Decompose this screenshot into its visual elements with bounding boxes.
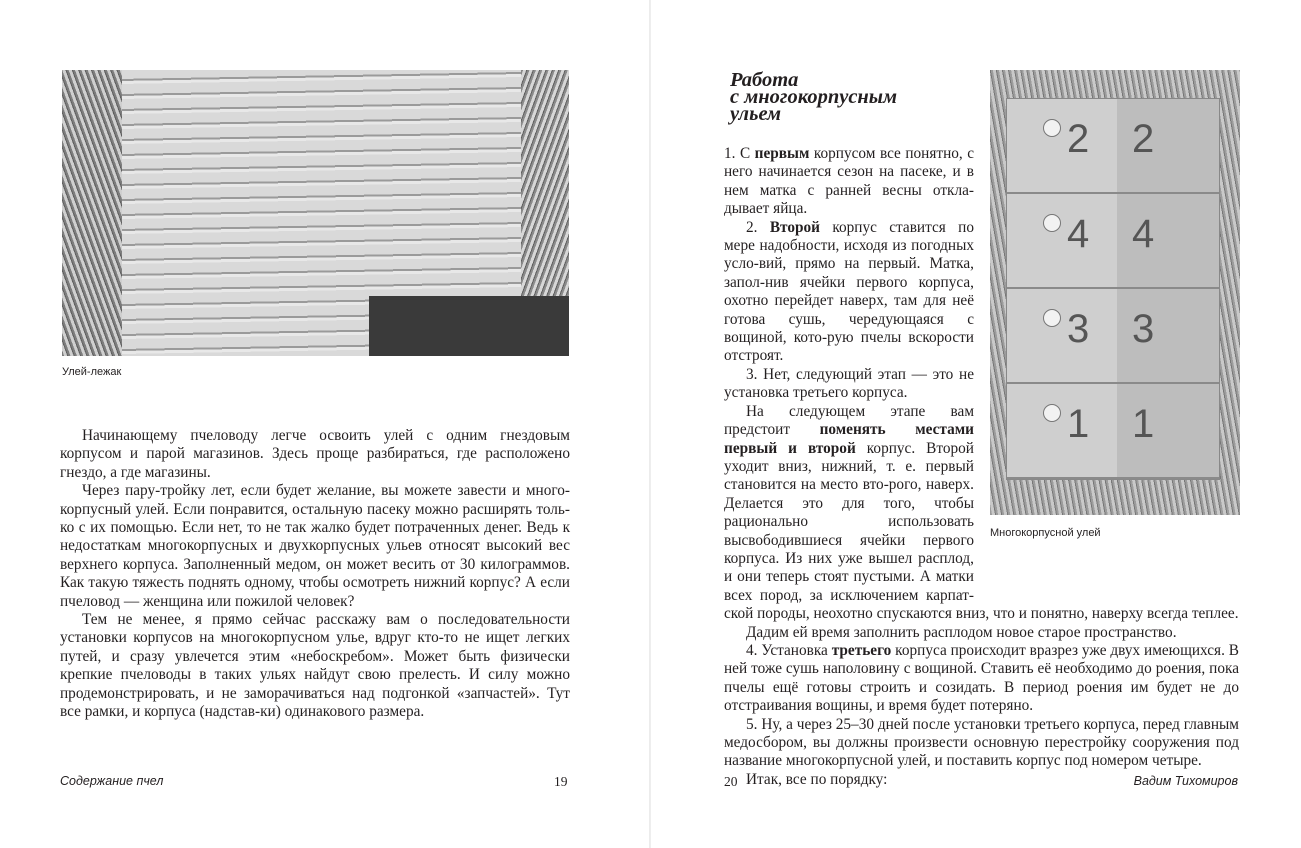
- hive-number: 1: [1067, 402, 1090, 446]
- paragraph: На следующем этапе вам предстоит поменять местами первый и второй корпус. Второй уходит вниз, нижний, т. е. первый становится на место вто-рого, наверх. Делается это для того, чтобы рационально использовать высвободившиеся ячейки первого корпуса. Из них уже вышел расплод, и они теперь стоят пустыми. А матки всех пород, за исключением карпат-ской породы, неохотно спускаются вниз, что и понятно, наверху всегда теплее.: [724, 402, 1239, 623]
- photo-caption-left: Улей-лежак: [62, 366, 122, 378]
- heading-line: Работа: [730, 69, 799, 91]
- paragraph: 1. С первым корпусом все понятно, с него начинается сезон на пасеке, и в нем матка с ранней весны откла-дывает яйца.: [724, 145, 974, 218]
- paragraph: Через пару-тройку лет, если будет желание, вы можете завести и много-корпусный улей. Если понравится, остальную пасеку можно расширять толь-ко с их помощью. Если нет, то не так жалко будет потраченных денег. Ведь к недостаткам многокорпусных и двухкорпусных ульев относят высокий вес верхнего корпуса. Заполненный медом, он может весить от 30 килограммов. Как такую тяжесть поднять одному, чтобы осмотреть нижний корпус? А если пчеловод — женщина или пожилой человек?: [60, 482, 570, 610]
- running-footer-title: Содержание пчел: [60, 774, 164, 788]
- paragraph: Начинающему пчеловоду легче освоить улей с одним гнездовым корпусом и парой магазинов. Здесь проще разбираться, где расположено гнездо, а где магазины.: [60, 427, 570, 481]
- horizontal-hive-photo: [62, 70, 569, 356]
- left-body-text: [60, 427, 570, 722]
- hive-number: 2: [1067, 117, 1090, 161]
- hive-number: 4: [1132, 212, 1155, 256]
- paragraph: Итак, все по порядку:: [746, 770, 888, 788]
- hive-number: 3: [1067, 307, 1090, 351]
- heading-line: с многокорпусным: [730, 86, 898, 108]
- page-number-left: 19: [554, 774, 568, 789]
- running-footer-author: Вадим Тихомиров: [1133, 774, 1238, 788]
- heading-line: ульем: [730, 103, 782, 125]
- hive-number: 2: [1132, 117, 1155, 161]
- paragraph: Тем не менее, я прямо сейчас расскажу вам о последовательности установки корпусов на многокорпусном улье, вдруг кто-то не ищет легких путей, и сразу увлечется этим «небоскребом». Может быть физически крепкие пчеловоды в таких ульях найдут свою прелесть. И силу можно продемонстрировать, и не заморачиваться над подгонкой «запчастей». Тут все рамки, и корпуса (надстав-ки) одинакового размера.: [60, 611, 570, 721]
- paragraph: Дадим ей время заполнить расплодом новое старое пространство.: [746, 623, 1177, 641]
- paragraph: 3. Нет, следующий этап — это не установка третьего корпуса.: [724, 365, 974, 402]
- right-body-text: [724, 145, 1239, 789]
- hive-number: 3: [1132, 307, 1155, 351]
- paragraph: 2. Второй корпус ставится по мере надобности, исходя из погодных усло-вий, прямо на первый. Матка, запол-нив ячейки первого корпуса, охотно перейдет наверх, там для неё готова сушь, чередующаяся с вощиной, кото-рую пчелы вскорости отстроят.: [724, 218, 974, 365]
- section-heading: [730, 69, 898, 125]
- photo-caption-right: Многокорпусной улей: [990, 527, 1101, 539]
- page-gutter: [649, 0, 651, 848]
- page-number-right: 20: [724, 774, 738, 789]
- hive-number: 1: [1132, 402, 1155, 446]
- hive-number: 4: [1067, 212, 1090, 256]
- paragraph: 5. Ну, а через 25–30 дней после установки третьего корпуса, перед главным медосбором, вы должны произвести основную перестройку сооружения под название многокорпусной улей, и поставить корпус под номером четыре.: [724, 715, 1239, 770]
- paragraph: 4. Установка третьего корпуса происходит вразрез уже двух имеющихся. В ней тоже сушь наполовину с вощиной. Ставить её необходимо до роения, пока пчелы ещё готовы строить и созидать. В период роения им будет не до отстраивания вощины, и время будет потеряно.: [724, 641, 1239, 715]
